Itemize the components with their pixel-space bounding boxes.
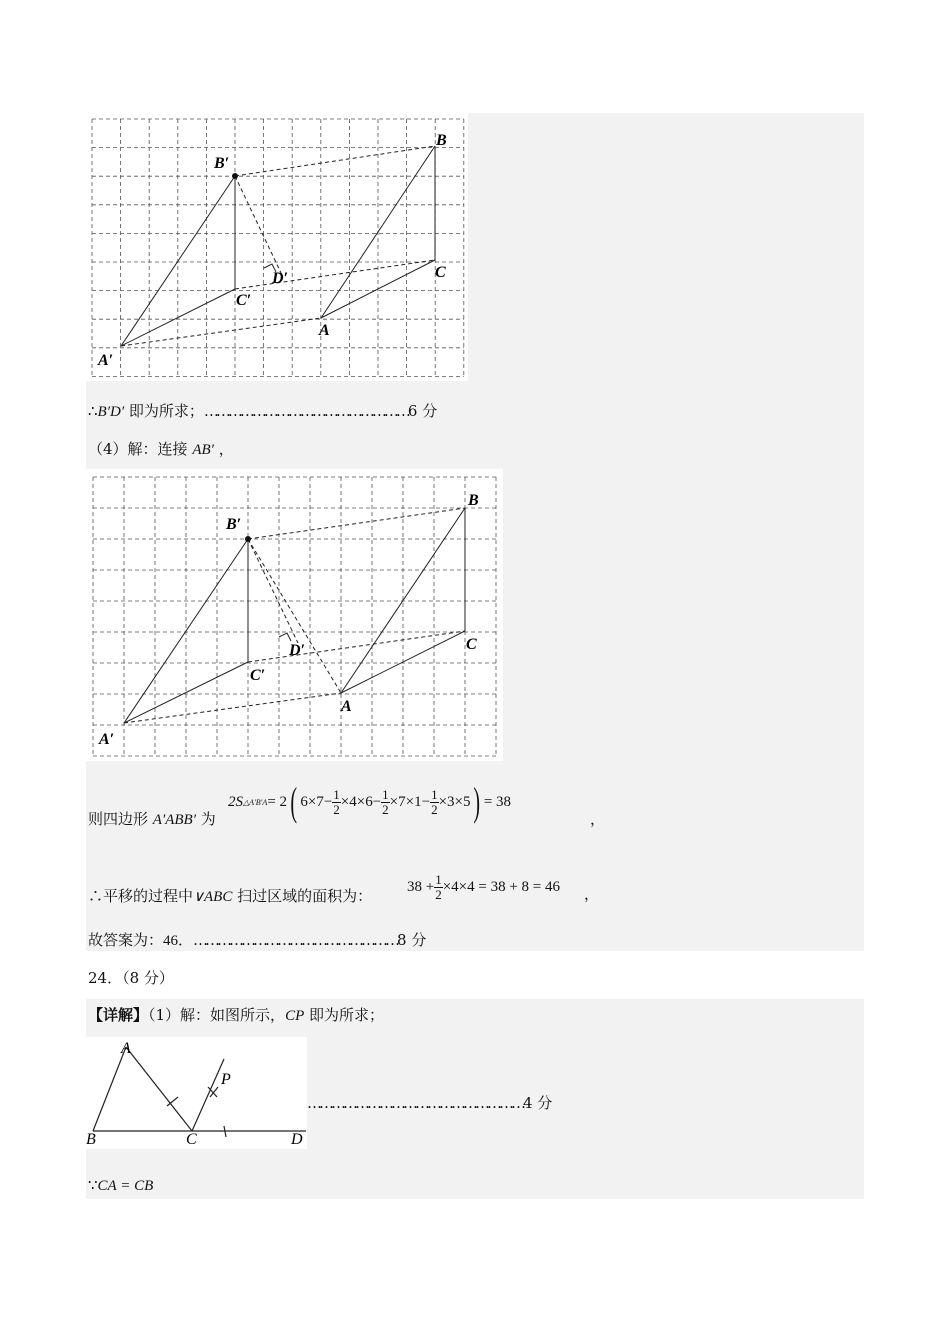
label2-Ap: A′ — [99, 731, 115, 748]
line4-prefix: ∴平移的过程中 — [88, 887, 194, 905]
question-24-label: 24．（8 分） — [88, 969, 174, 987]
figure-grid-1 — [86, 113, 468, 381]
segment-BD: B′D′ — [97, 404, 125, 420]
tri-label-C: C — [186, 1131, 197, 1148]
formula-end: = 38 — [483, 793, 512, 810]
label-A: A — [319, 322, 330, 339]
label2-Cp: C′ — [250, 667, 266, 684]
segment-AB: AB′ — [192, 442, 214, 458]
formula-eq: = 2 — [267, 793, 288, 810]
sweep-formula — [407, 866, 560, 908]
tri-label-A: A — [121, 1040, 131, 1057]
paren-right: ) — [473, 779, 481, 824]
line4-comma: ， — [584, 885, 600, 903]
line1-score: 6 分 — [407, 402, 438, 420]
detail-tag: 【详解】 — [88, 1006, 149, 1024]
tri-label-P: P — [221, 1071, 231, 1088]
label-Dp: D′ — [272, 270, 289, 287]
sweep-f-a: 38 + — [407, 878, 435, 895]
equation-ca-cb: CA = CB — [97, 1178, 154, 1194]
fraction-half-2: $\frac{1}{2}$ — [382, 786, 389, 817]
line6-text: （1）解：如图所示， — [148, 1006, 286, 1024]
line7-dots: ……………………………………………… — [307, 1094, 523, 1112]
area-formula — [228, 778, 511, 826]
figure-grid-2 — [86, 469, 503, 761]
label2-Dp: D′ — [289, 642, 306, 659]
line-score-4 — [307, 1092, 552, 1113]
tri-label-B: B — [86, 1131, 96, 1148]
line4-prefix-wrap — [88, 885, 372, 906]
figure-grid-2-svg — [86, 469, 503, 761]
formula-f4: ×3×5 — [438, 793, 471, 810]
label2-C: C — [466, 636, 477, 653]
label2-B: B — [468, 492, 479, 509]
fraction-half-1: $\frac{1}{2}$ — [333, 786, 340, 817]
figure-triangle-svg — [86, 1037, 307, 1149]
formula-lhs: 2S — [228, 793, 243, 810]
quad-name: A′ABB′ — [152, 812, 196, 828]
label-B: B — [436, 132, 447, 149]
label2-A: A — [341, 698, 352, 715]
figure-triangle — [86, 1037, 307, 1149]
line5-period: ． — [178, 931, 194, 949]
line5-score: 8 分 — [397, 931, 427, 949]
figure-grid-1-svg — [86, 113, 468, 381]
line2-prefix: （4）解：连接 — [88, 440, 193, 458]
because-symbol: ∵ — [88, 1176, 98, 1194]
answer-value: 46 — [163, 933, 179, 949]
line1-dots: …………………………………………… — [203, 402, 408, 420]
line4-mid: 扫过区域的面积为： — [232, 887, 373, 905]
line3-prefix-wrap — [88, 808, 216, 829]
label2-Bp: B′ — [226, 516, 242, 533]
formula-sub: △A′B′A — [243, 797, 268, 807]
label-Ap: A′ — [98, 352, 114, 369]
line-because — [88, 1176, 153, 1195]
line5-prefix: 故答案为： — [88, 931, 164, 949]
line6-suffix: 即为所求； — [304, 1006, 385, 1024]
label-C: C — [435, 264, 446, 281]
sweep-f-b: ×4×4 = 38 + 8 = 46 — [442, 878, 561, 895]
formula-f2: ×4×6− — [340, 793, 382, 810]
segment-CP: CP — [285, 1008, 305, 1024]
label-Cp: C′ — [236, 292, 252, 309]
formula-f3: ×7×1− — [389, 793, 431, 810]
line-connect-ab — [88, 438, 234, 459]
tri-label-D: D — [291, 1131, 303, 1148]
line3-prefix: 则四边形 — [88, 810, 153, 828]
line7-score: 4 分 — [523, 1094, 553, 1112]
fraction-half-3: $\frac{1}{2}$ — [431, 786, 438, 817]
line2-suffix: ， — [213, 440, 234, 458]
line5-dots: …………………………………………… — [193, 931, 398, 949]
paren-left: ( — [290, 779, 298, 824]
line3-comma: ， — [590, 810, 606, 828]
triangle-name: ∨ABC — [193, 889, 233, 905]
line3-mid: 为 — [196, 810, 216, 828]
line-bd-answer — [88, 400, 437, 421]
fraction-half-4: $\frac{1}{2}$ — [435, 871, 442, 902]
therefore-symbol: ∴ — [88, 402, 98, 420]
line-answer-46 — [88, 929, 426, 950]
label-Bp: B′ — [214, 155, 230, 172]
line-detail-cp — [88, 1004, 384, 1025]
line1-text: 即为所求； — [124, 402, 204, 420]
formula-f1: 6×7− — [300, 793, 333, 810]
